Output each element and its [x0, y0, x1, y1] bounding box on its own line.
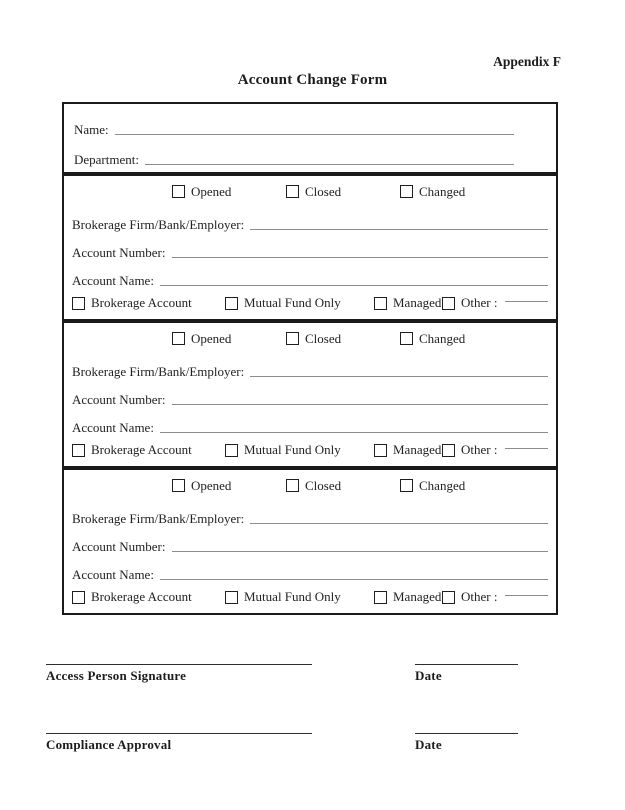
compliance-date-line[interactable]: [415, 733, 518, 734]
checkbox-opened[interactable]: [172, 479, 185, 492]
account-name-row: [72, 408, 548, 436]
checkbox-opened-label: Opened: [191, 477, 232, 493]
account-section-3: [62, 468, 558, 615]
compliance-approval-row: [46, 733, 518, 753]
status-option-changed: [400, 478, 465, 494]
account-section-1: [62, 174, 558, 321]
account-section-2: [62, 321, 558, 468]
status-option-opened: [172, 478, 286, 494]
checkbox-other[interactable]: [442, 591, 455, 604]
checkbox-brokerage-account-label: Brokerage Account: [91, 442, 192, 457]
identity-box: [62, 102, 558, 174]
checkbox-opened[interactable]: [172, 185, 185, 198]
status-option-opened: [172, 184, 286, 200]
checkbox-closed-label: Closed: [305, 477, 342, 493]
checkbox-managed[interactable]: [374, 444, 387, 457]
checkbox-brokerage-account[interactable]: [72, 444, 85, 457]
department-label: Department:: [74, 152, 139, 167]
status-row: [172, 472, 548, 499]
access-person-date-line[interactable]: [415, 664, 518, 665]
account-number-label: Account Number:: [72, 539, 166, 554]
compliance-approval-label: Compliance Approval: [46, 737, 172, 752]
date-column: [415, 664, 518, 684]
compliance-approval-line[interactable]: [46, 733, 312, 734]
status-option-closed: [286, 331, 400, 347]
account-number-input-line[interactable]: [172, 257, 548, 258]
checkbox-opened-label: Opened: [191, 330, 232, 346]
checkbox-opened-label: Opened: [191, 183, 232, 199]
checkbox-managed[interactable]: [374, 591, 387, 604]
name-label: Name:: [74, 122, 109, 137]
checkbox-mutual-fund-only[interactable]: [225, 444, 238, 457]
other-input-line[interactable]: [505, 595, 548, 596]
checkbox-changed-label: Changed: [419, 183, 466, 199]
page-title: Account Change Form: [237, 72, 388, 88]
status-option-closed: [286, 478, 400, 494]
appendix-label: Appendix F: [493, 54, 561, 69]
checkbox-changed-label: Changed: [419, 477, 466, 493]
checkbox-brokerage-account-label: Brokerage Account: [91, 295, 192, 310]
account-name-input-line[interactable]: [160, 579, 548, 580]
brokerage-firm-row: [72, 352, 548, 380]
access-person-signature-row: [46, 664, 518, 684]
account-name-label: Account Name:: [72, 567, 154, 582]
access-person-signature-label: Access Person Signature: [46, 668, 187, 683]
account-type-row: [72, 289, 548, 317]
signature-area: [46, 664, 518, 753]
brokerage-firm-label: Brokerage Firm/Bank/Employer:: [72, 217, 245, 232]
type-option-brokerage-account: [72, 442, 225, 458]
checkbox-changed-label: Changed: [419, 330, 466, 346]
checkbox-mutual-fund-only-label: Mutual Fund Only: [244, 589, 341, 604]
brokerage-firm-input-line[interactable]: [250, 523, 548, 524]
type-option-other: [442, 295, 548, 311]
checkbox-managed-label: Managed: [393, 589, 442, 604]
checkbox-closed[interactable]: [286, 185, 299, 198]
type-option-managed: [374, 589, 442, 605]
checkbox-other[interactable]: [442, 444, 455, 457]
signature-column: [46, 733, 312, 753]
checkbox-brokerage-account-label: Brokerage Account: [91, 589, 192, 604]
brokerage-firm-row: [72, 205, 548, 233]
signature-column: [46, 664, 312, 684]
brokerage-firm-input-line[interactable]: [250, 229, 548, 230]
department-row: [74, 138, 546, 168]
account-change-form: [62, 102, 558, 615]
account-number-label: Account Number:: [72, 392, 166, 407]
department-input-line[interactable]: [145, 164, 514, 165]
signature-spacer: [312, 664, 415, 684]
checkbox-changed[interactable]: [400, 479, 413, 492]
checkbox-other[interactable]: [442, 297, 455, 310]
checkbox-managed-label: Managed: [393, 442, 442, 457]
account-number-input-line[interactable]: [172, 551, 548, 552]
checkbox-opened[interactable]: [172, 332, 185, 345]
signature-spacer: [312, 733, 415, 753]
status-row: [172, 325, 548, 352]
account-name-row: [72, 555, 548, 583]
type-option-managed: [374, 442, 442, 458]
brokerage-firm-input-line[interactable]: [250, 376, 548, 377]
type-option-mutual-fund-only: [225, 295, 374, 311]
type-option-mutual-fund-only: [225, 589, 374, 605]
brokerage-firm-row: [72, 499, 548, 527]
date-column: [415, 733, 518, 753]
access-person-date-label: Date: [415, 668, 442, 683]
access-person-signature-line[interactable]: [46, 664, 312, 665]
account-name-row: [72, 261, 548, 289]
status-row: [172, 178, 548, 205]
checkbox-closed-label: Closed: [305, 330, 342, 346]
account-number-row: [72, 233, 548, 261]
account-number-input-line[interactable]: [172, 404, 548, 405]
checkbox-brokerage-account[interactable]: [72, 591, 85, 604]
status-option-closed: [286, 184, 400, 200]
checkbox-closed[interactable]: [286, 479, 299, 492]
checkbox-managed[interactable]: [374, 297, 387, 310]
checkbox-brokerage-account[interactable]: [72, 297, 85, 310]
checkbox-changed[interactable]: [400, 332, 413, 345]
checkbox-other-label: Other :: [461, 442, 498, 457]
checkbox-other-label: Other :: [461, 295, 498, 310]
name-row: [74, 108, 546, 138]
checkbox-closed[interactable]: [286, 332, 299, 345]
status-option-changed: [400, 184, 465, 200]
account-name-input-line[interactable]: [160, 285, 548, 286]
account-type-row: [72, 436, 548, 464]
checkbox-closed-label: Closed: [305, 183, 342, 199]
type-option-other: [442, 589, 548, 605]
type-option-brokerage-account: [72, 295, 225, 311]
account-number-row: [72, 527, 548, 555]
other-input-line[interactable]: [505, 448, 548, 449]
other-input-line[interactable]: [505, 301, 548, 302]
compliance-date-label: Date: [415, 737, 442, 752]
checkbox-other-label: Other :: [461, 589, 498, 604]
checkbox-mutual-fund-only-label: Mutual Fund Only: [244, 442, 341, 457]
account-number-label: Account Number:: [72, 245, 166, 260]
brokerage-firm-label: Brokerage Firm/Bank/Employer:: [72, 364, 245, 379]
type-option-managed: [374, 295, 442, 311]
type-option-mutual-fund-only: [225, 442, 374, 458]
checkbox-changed[interactable]: [400, 185, 413, 198]
account-name-input-line[interactable]: [160, 432, 548, 433]
account-number-row: [72, 380, 548, 408]
name-input-line[interactable]: [115, 134, 514, 135]
account-name-label: Account Name:: [72, 420, 154, 435]
status-option-changed: [400, 331, 465, 347]
checkbox-mutual-fund-only-label: Mutual Fund Only: [244, 295, 341, 310]
status-option-opened: [172, 331, 286, 347]
checkbox-managed-label: Managed: [393, 295, 442, 310]
account-name-label: Account Name:: [72, 273, 154, 288]
account-type-row: [72, 583, 548, 611]
brokerage-firm-label: Brokerage Firm/Bank/Employer:: [72, 511, 245, 526]
type-option-brokerage-account: [72, 589, 225, 605]
checkbox-mutual-fund-only[interactable]: [225, 297, 238, 310]
checkbox-mutual-fund-only[interactable]: [225, 591, 238, 604]
type-option-other: [442, 442, 548, 458]
